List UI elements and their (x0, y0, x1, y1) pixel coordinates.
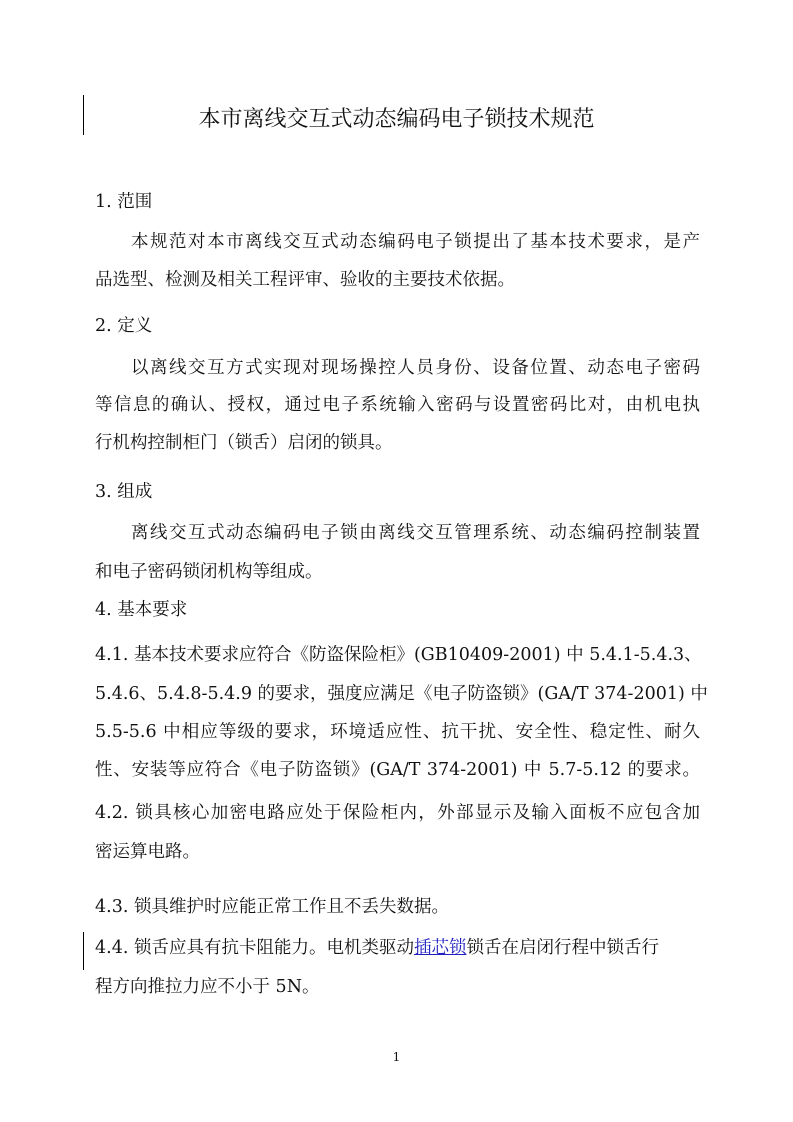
text: 4.4. 锁舌应具有抗卡阻能力。电机类驱动 (95, 938, 414, 958)
paragraph-line: 4.3. 锁具维护时应能正常工作且不丢失数据。 (95, 897, 449, 917)
paragraph-line: 和电子密码锁闭机构等组成。 (95, 562, 323, 582)
mortise-lock-link[interactable]: 插芯锁 (413, 938, 467, 958)
section-heading: 4. 基本要求 (95, 600, 188, 620)
page-number: 1 (392, 1050, 401, 1064)
paragraph-line: 5.4.6、5.4.8-5.4.9 的要求，强度应满足《电子防盗锁》(GA/T 374-2001) 中 (95, 684, 708, 704)
paragraph-line: 离线交互式动态编码电子锁由离线交互管理系统、动态编码控制装置 (131, 523, 700, 543)
document-title: 本市离线交互式动态编码电子锁技术规范 (198, 107, 595, 132)
paragraph-line: 行机构控制柜门（锁舌）启闭的锁具。 (95, 433, 393, 453)
section-heading: 2. 定义 (95, 316, 153, 336)
paragraph-line (95, 936, 700, 960)
paragraph-line: 密运算电路。 (95, 842, 200, 862)
paragraph-line: 程方向推拉力应不小于 5N。 (95, 977, 320, 997)
paragraph-line: 4.2. 锁具核心加密电路应处于保险柜内，外部显示及输入面板不应包含加 (95, 803, 700, 823)
text: 锁舌在启闭行程中锁舌行 (466, 938, 659, 958)
paragraph-line: 5.5-5.6 中相应等级的要求，环境适应性、抗干扰、安全性、稳定性、耐久 (95, 722, 700, 742)
change-bar (83, 932, 84, 970)
section-heading: 1. 范围 (95, 192, 153, 212)
paragraph-line: 等信息的确认、授权，通过电子系统输入密码与设置密码比对，由机电执 (95, 395, 700, 415)
paragraph-line: 以离线交互方式实现对现场操控人员身份、设备位置、动态电子密码 (131, 358, 700, 378)
paragraph-line: 性、安装等应符合《电子防盗锁》(GA/T 374-2001) 中 5.7-5.12 的要求。 (95, 760, 700, 780)
paragraph-line: 本规范对本市离线交互式动态编码电子锁提出了基本技术要求，是产 (131, 232, 700, 252)
paragraph-line: 品选型、检测及相关工程评审、验收的主要技术依据。 (95, 270, 515, 290)
paragraph-line: 4.1. 基本技术要求应符合《防盗保险柜》(GB10409-2001) 中 5.4.1-5.4.3、 (95, 645, 702, 665)
section-heading: 3. 组成 (95, 482, 153, 502)
